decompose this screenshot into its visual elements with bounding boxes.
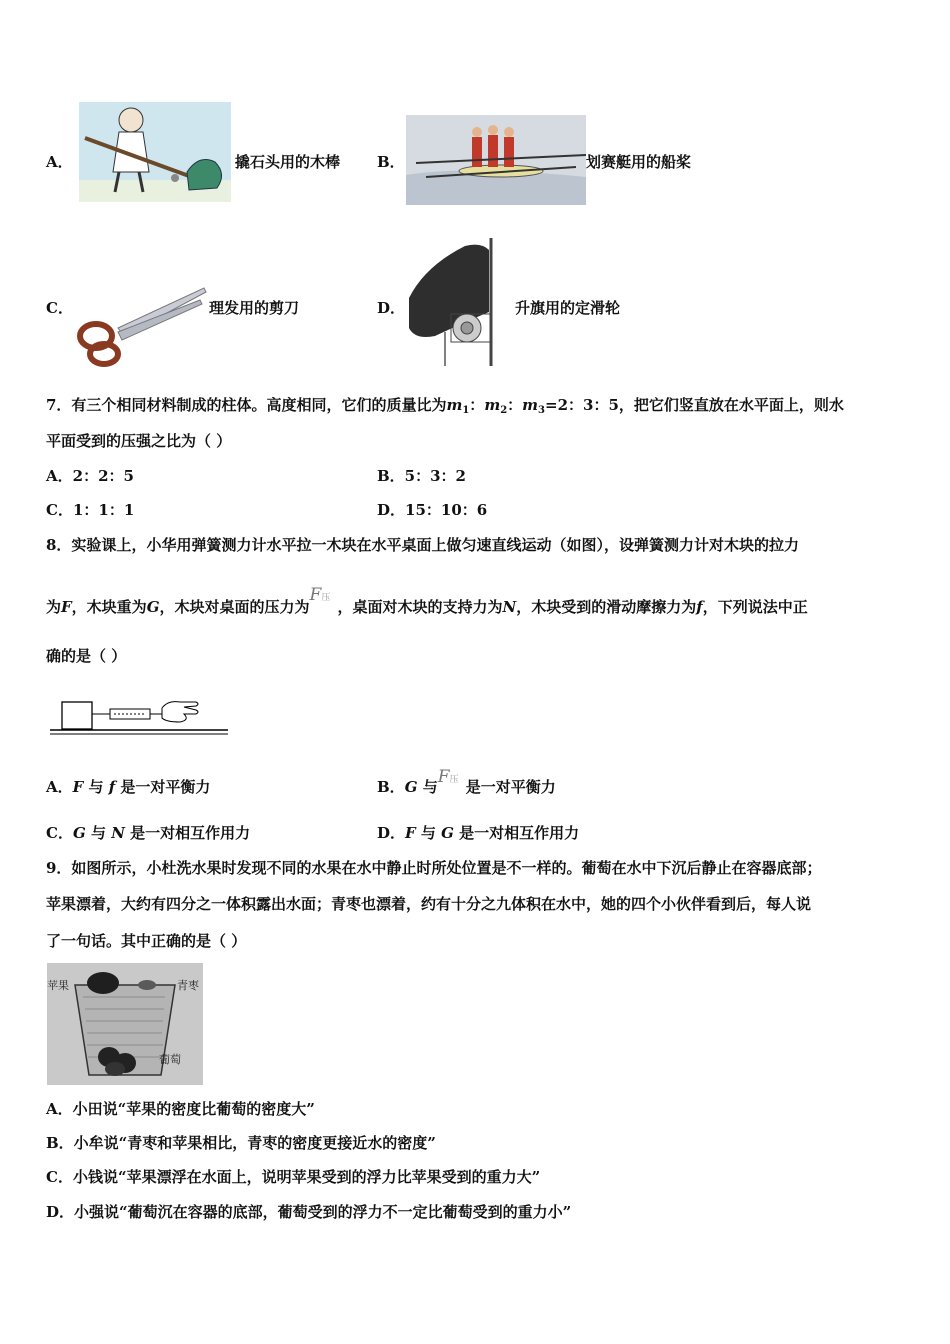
rowing-boat-image: [406, 115, 586, 205]
option-d-text: 升旗用的定滑轮: [515, 299, 621, 317]
option-b-letter: B．: [377, 153, 405, 171]
option-c-letter: C．: [46, 299, 73, 317]
fruit-water-image: [47, 963, 203, 1085]
f-pressure-symbol-b: F压: [437, 767, 459, 787]
fig-label-date: 青枣: [177, 979, 199, 992]
q8-option-a: A．F 与 f 是一对平衡力: [46, 778, 211, 796]
option-c-text: 理发用的剪刀: [209, 299, 300, 317]
option-b-text: 划赛艇用的船桨: [586, 153, 692, 171]
q7-stem-line1: 7．有三个相同材料制成的柱体。高度相同，它们的质量比为$m_1$：$m_2$：$m_3=2$：3：5，把它们竖直放在水平面上，则水: [46, 396, 844, 416]
q7-option-d: D．15：10：6: [377, 501, 488, 519]
spring-balance-diagram: [50, 690, 230, 736]
q8-option-d: D．F 与 G 是一对相互作用力: [377, 824, 580, 842]
q7-option-b: B．5：3：2: [377, 467, 466, 485]
q9-stem-line3: 了一句话。其中正确的是（ ）: [46, 932, 247, 950]
scissors-image: [74, 278, 208, 370]
option-d-letter: D．: [377, 299, 406, 317]
fig-label-grape: 葡萄: [159, 1053, 181, 1066]
q7-stem-line2: 平面受到的压强之比为（ ）: [46, 432, 232, 450]
f-pressure-symbol: F压: [309, 585, 331, 605]
lever-stone-image: [79, 102, 231, 202]
q7-option-c: C．1：1：1: [46, 501, 135, 519]
q9-stem-line2: 苹果漂着，大约有四分之一体积露出水面；青枣也漂着，约有十分之九体积在水中，她的四个小伙伴看到后，每人说: [46, 895, 812, 913]
option-a-letter: A．: [46, 153, 73, 171]
q8-option-b: B．G 与F压 是一对平衡力: [377, 767, 556, 796]
q9-option-b: B．小牟说“青枣和苹果相比，青枣的密度更接近水的密度”: [46, 1134, 436, 1152]
q7-option-a: A．2：2：5: [46, 467, 134, 485]
q9-option-c: C．小钱说“苹果漂浮在水面上，说明苹果受到的浮力比苹果受到的重力大”: [46, 1168, 541, 1186]
q8-stem-line1: 8．实验课上，小华用弹簧测力计水平拉一木块在水平桌面上做匀速直线运动（如图），设弹簧测力计对木块的拉力: [46, 536, 799, 554]
option-a-text: 撬石头用的木棒: [235, 153, 341, 171]
q8-stem-line2: 为F，木块重为G，木块对桌面的压力为F压 ，桌面对木块的支持力为N，木块受到的滑动摩擦力为f，下列说法中正: [46, 585, 808, 616]
q8-option-c: C．G 与 N 是一对相互作用力: [46, 824, 251, 842]
q9-stem-line1: 9．如图所示，小杜洗水果时发现不同的水果在水中静止时所处位置是不一样的。葡萄在水中下沉后静止在容器底部；: [46, 859, 822, 877]
q9-option-a: A．小田说“苹果的密度比葡萄的密度大”: [46, 1100, 315, 1118]
flag-pulley-image: [405, 236, 510, 366]
q9-option-d: D．小强说“葡萄沉在容器的底部，葡萄受到的浮力不一定比葡萄受到的重力小”: [46, 1203, 572, 1221]
fig-label-apple: 苹果: [47, 979, 69, 992]
q8-stem-line3: 确的是（ ）: [46, 647, 127, 665]
